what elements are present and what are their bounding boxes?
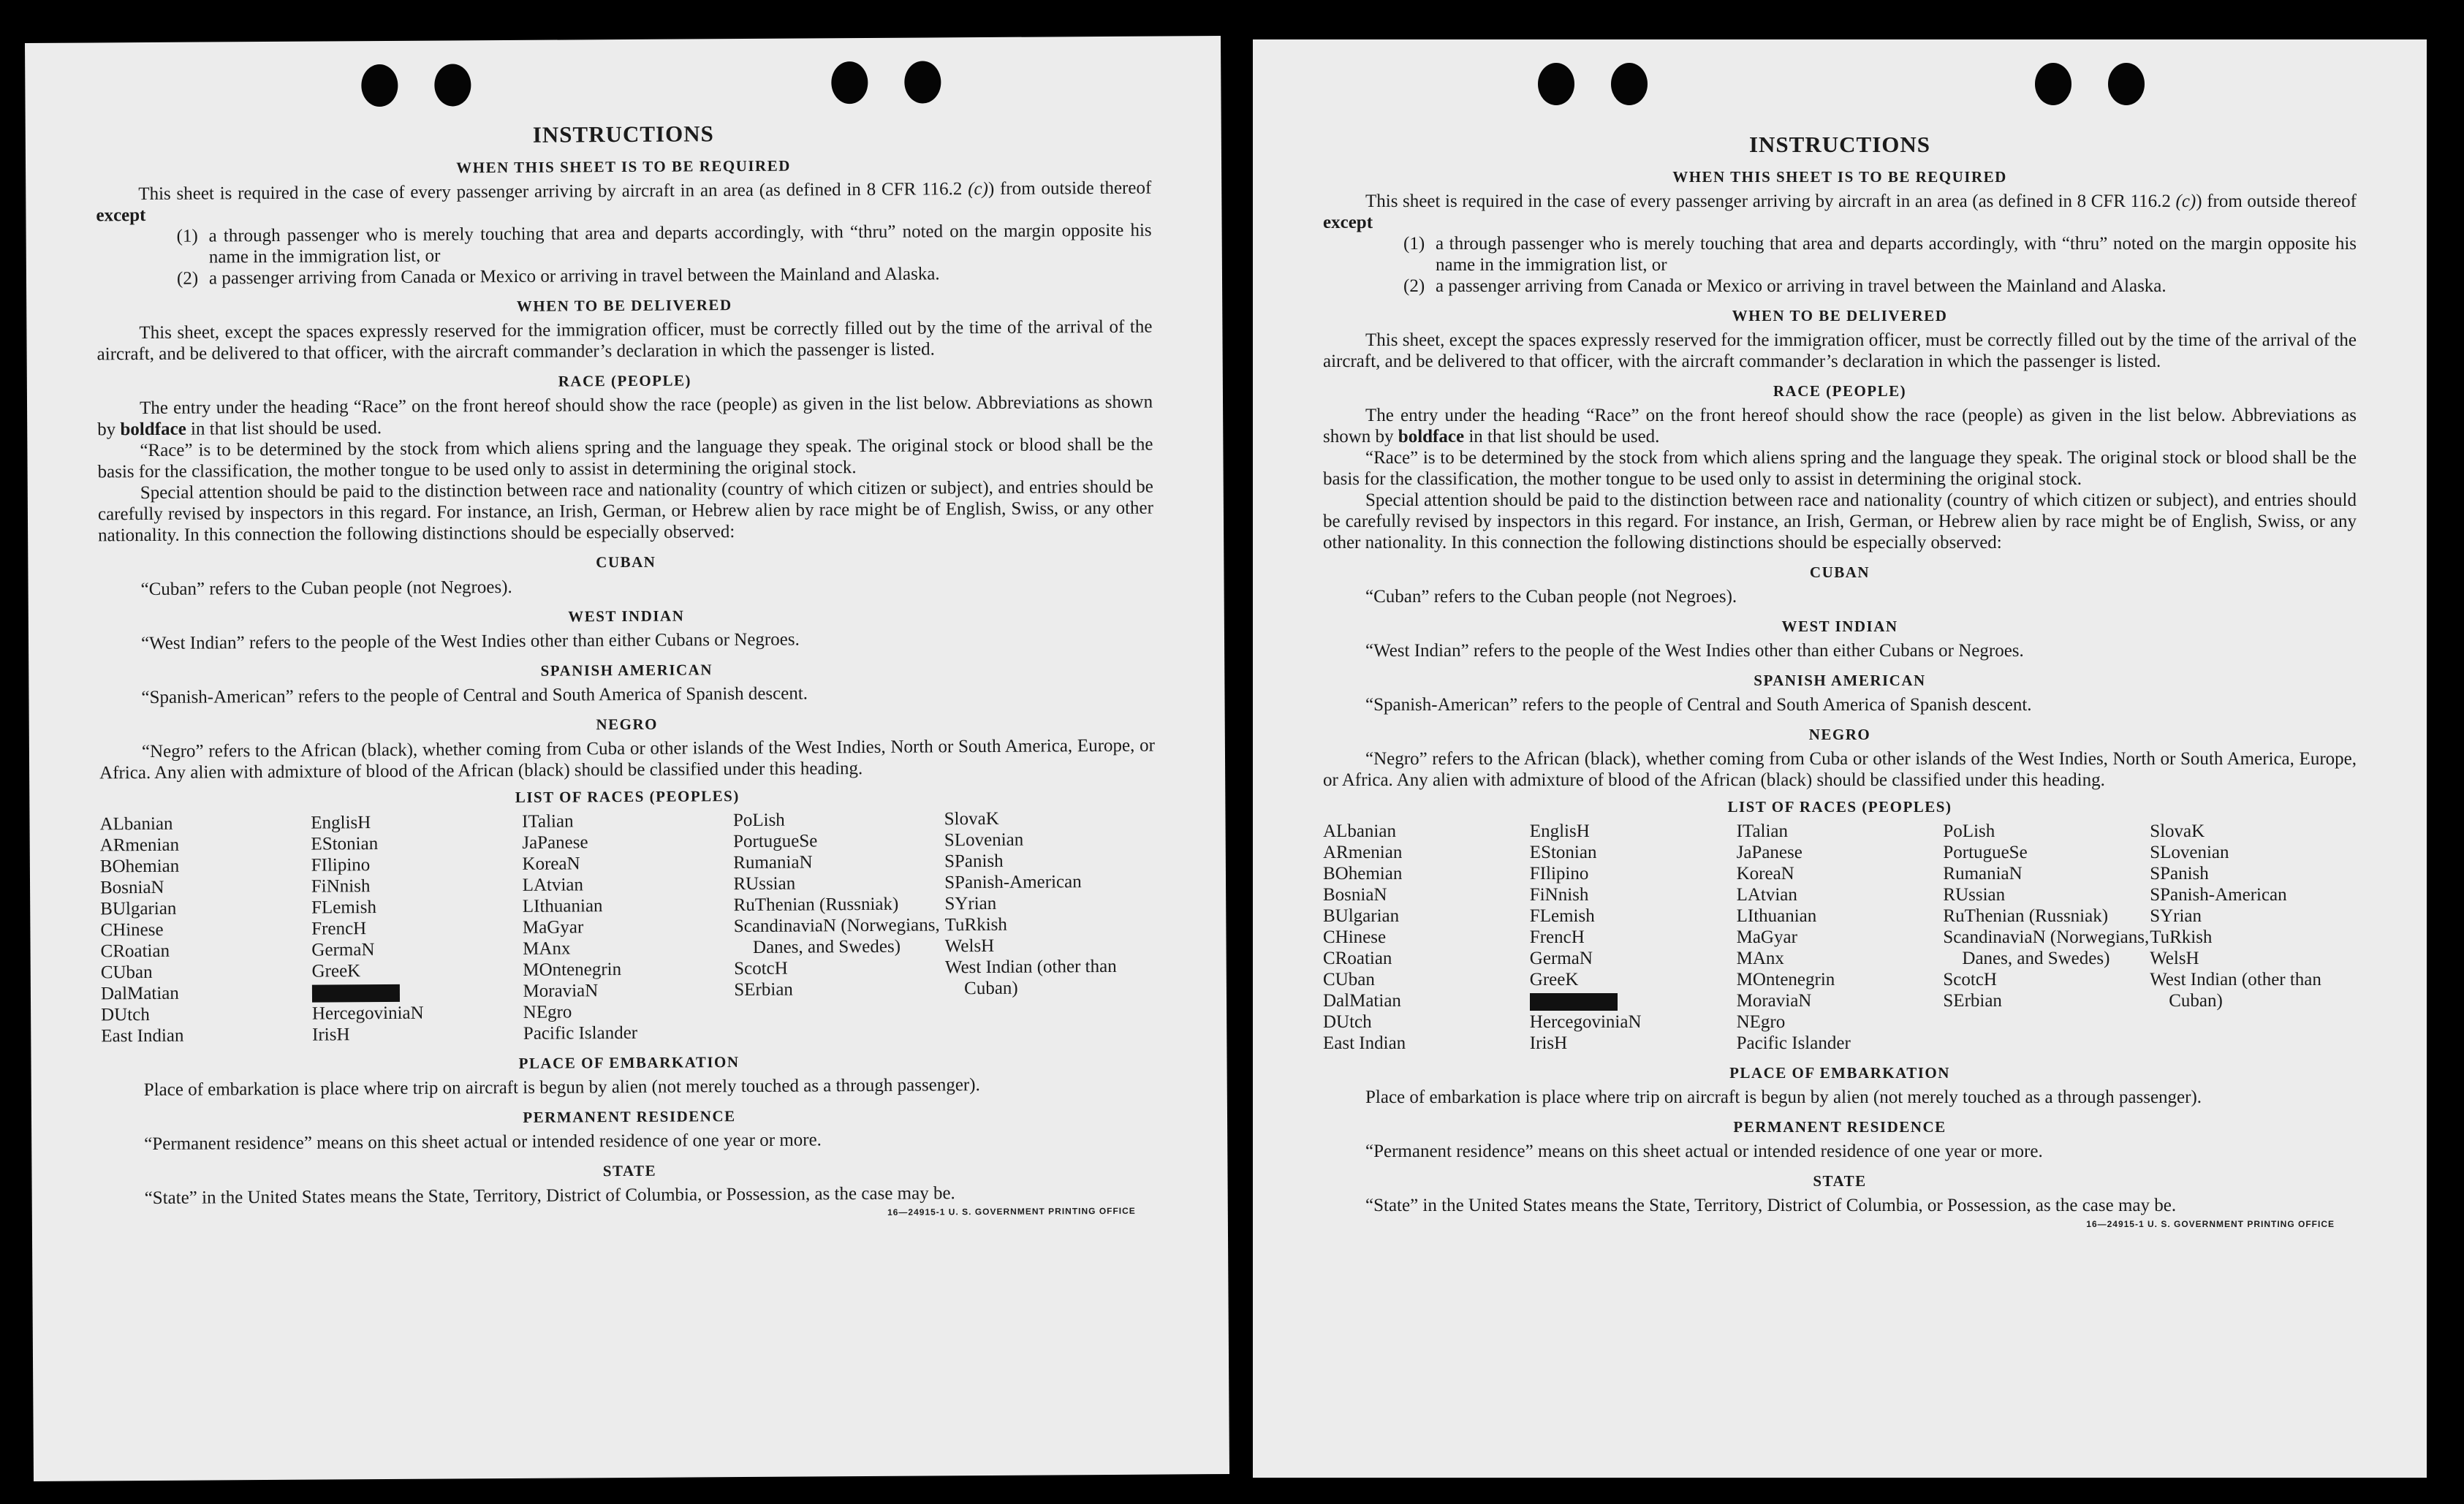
race-item: PortugueSe: [733, 831, 818, 852]
race-item: IrisH: [1529, 1033, 1568, 1053]
embarkation-text: Place of embarkation is place where trip on aircraft is begun by alien (not merely touched as a through passenger).: [143, 1075, 980, 1101]
race-item: NEgro: [1736, 1012, 1786, 1032]
race-item: BOhemian: [1323, 864, 1403, 884]
section-heading: STATE: [602, 1161, 657, 1180]
list-item: (2) a passenger arriving from Canada or Mexico or arriving in travel between the Mainland and Alaska.: [176, 264, 940, 289]
form-page-left: [25, 36, 1229, 1481]
section-heading: WHEN THIS SHEET IS TO BE REQUIRED: [1672, 168, 2007, 186]
race-item: ITalian: [1736, 821, 1789, 841]
page-title: INSTRUCTIONS: [1748, 132, 1930, 157]
race-item: GermaN: [1529, 949, 1593, 968]
punch-hole: [2035, 63, 2071, 105]
race-item: HercegoviniaN: [1529, 1012, 1642, 1032]
delivered-text: This sheet, except the spaces expressly reserved for the immigration officer, must be correctly filled out by the time of the arrival of the aircraft, and be delivered to that officer, with the aircraft commander’s declaration in which the passenger is listed.: [96, 316, 1153, 365]
race-item: Pacific Islander: [523, 1022, 638, 1044]
race-item: MOntenegrin: [523, 960, 622, 980]
section-heading: NEGRO: [1808, 726, 1871, 743]
race-item: ALbanian: [1323, 821, 1396, 841]
required-intro: This sheet is required in the case of every passenger arriving by aircraft in an area (as defined in 8 CFR 116.2 (c)) from outside thereof except: [1323, 191, 2357, 232]
race-item: SPanish-American: [944, 872, 1082, 893]
section-heading: WEST INDIAN: [1781, 618, 1898, 635]
race-list: [99, 808, 1156, 1047]
section-heading: PERMANENT RESIDENCE: [523, 1107, 736, 1126]
race-paragraph: “Race” is to be determined by the stock from which aliens spring and the language they speak. The original stock or blood shall be the basis for the classification, the mother tongue to be used only to assist in determining the original stock.: [97, 434, 1153, 482]
section-heading: RACE (PEOPLE): [1773, 382, 1907, 400]
race-column: [2150, 821, 2357, 1054]
race-item: FIlipino: [1529, 864, 1589, 884]
race-item: BUlgarian: [100, 898, 177, 919]
negro-text: “Negro” refers to the African (black), whether coming from Cuba or other islands of the West Indies, North or South America, Europe, or Africa. Any alien with admixture of blood of the African (black) should be classified under this heading.: [1323, 749, 2357, 790]
race-item: EStonian: [311, 834, 379, 854]
race-item: IrisH: [312, 1025, 350, 1045]
punch-hole: [434, 64, 471, 106]
race-item: MaGyar: [522, 917, 584, 938]
race-item: SErbian: [1943, 991, 2002, 1011]
race-item: [312, 981, 523, 1003]
race-column: [1943, 821, 2150, 1054]
spanish-american-text: “Spanish-American” refers to the people of Central and South America of Spanish descent.: [141, 683, 808, 708]
race-item: LIthuanian: [1736, 906, 1817, 926]
race-item: SPanish: [2150, 864, 2209, 884]
race-item: DUtch: [1323, 1012, 1372, 1032]
punch-hole: [2108, 63, 2145, 105]
race-item: Pacific Islander: [1736, 1033, 1851, 1053]
state-text: “State” in the United States means the State, Territory, District of Columbia, or Possession, as the case may be.: [144, 1183, 955, 1209]
cuban-text: “Cuban” refers to the Cuban people (not Negroes).: [1365, 587, 1737, 607]
section-heading: RACE (PEOPLE): [558, 371, 692, 390]
race-item: BUlgarian: [1323, 906, 1400, 926]
race-column: [99, 813, 312, 1047]
race-item: ScandinaviaN (Norwegians, Danes, and Swedes): [1943, 927, 2150, 968]
race-item: SYrian: [944, 893, 997, 914]
delivered-text: This sheet, except the spaces expressly reserved for the immigration officer, must be correctly filled out by the time of the arrival of the aircraft, and be delivered to that officer, with the aircraft commander’s declaration in which the passenger is listed.: [1323, 330, 2357, 371]
race-item: EStonian: [1529, 843, 1597, 862]
race-item: ALbanian: [99, 813, 173, 835]
race-item: SlovaK: [944, 808, 999, 829]
race-item: PoLish: [732, 810, 785, 831]
list-item: (1) a through passenger who is merely touching that area and departs accordingly, with “thru” noted on the margin opposite his name in the immigration list, or: [1403, 234, 2357, 275]
instructions-content: [96, 118, 1158, 1223]
residence-text: “Permanent residence” means on this sheet actual or intended residence of one year or more.: [1365, 1142, 2043, 1161]
race-item: SlovaK: [2150, 821, 2205, 841]
redaction-mark: [312, 984, 400, 1003]
race-item: HercegoviniaN: [311, 1003, 424, 1024]
race-item: CRoatian: [1323, 949, 1392, 968]
race-column: [311, 811, 523, 1046]
race-item: GreeK: [311, 961, 361, 981]
race-item: RumaniaN: [733, 852, 813, 873]
race-item: LAtvian: [1736, 885, 1797, 905]
race-item: MoraviaN: [523, 981, 599, 1001]
instructions-content: [1323, 132, 2357, 1229]
race-item: East Indian: [101, 1025, 184, 1047]
race-item: FrencH: [311, 919, 367, 939]
race-item: DalMatian: [1323, 991, 1401, 1011]
race-item: ScotcH: [1943, 970, 1997, 990]
section-heading: WHEN THIS SHEET IS TO BE REQUIRED: [456, 156, 791, 177]
race-item: GreeK: [1529, 970, 1579, 990]
section-heading: STATE: [1813, 1172, 1867, 1190]
race-item: RuThenian (Russniak): [733, 894, 899, 916]
section-heading: SPANISH AMERICAN: [540, 661, 713, 680]
race-item: CHinese: [100, 919, 164, 941]
list-item: (1) a through passenger who is merely touching that area and departs accordingly, with “thru” noted on the margin opposite his name in the immigration list, or: [176, 220, 1152, 267]
race-item: West Indian (other than Cuban): [2150, 970, 2321, 1011]
section-heading: LIST OF RACES (PEOPLES): [515, 787, 740, 806]
punch-hole: [831, 61, 868, 104]
race-item: ScandinaviaN (Norwegians, Danes, and Swedes): [733, 915, 940, 957]
race-item: CUban: [1323, 970, 1375, 990]
race-column: [522, 810, 735, 1044]
section-heading: WHEN TO BE DELIVERED: [1732, 307, 1948, 324]
race-item: MoraviaN: [1736, 991, 1812, 1011]
form-page-right: [1253, 39, 2427, 1478]
race-item: FiNnish: [1529, 885, 1589, 905]
race-item: GermaN: [311, 940, 375, 960]
required-intro: This sheet is required in the case of every passenger arriving by aircraft in an area (as defined in 8 CFR 116.2 (c)) from outside thereof except: [96, 178, 1152, 226]
race-column: [1323, 821, 1530, 1054]
race-item: ARmenian: [1323, 843, 1403, 862]
race-item: EnglisH: [311, 813, 371, 833]
race-item: FIlipino: [311, 855, 371, 876]
residence-text: “Permanent residence” means on this sheet actual or intended residence of one year or more.: [144, 1130, 822, 1155]
race-item: ARmenian: [99, 835, 180, 856]
page-title: INSTRUCTIONS: [532, 121, 714, 148]
race-item: [1530, 990, 1737, 1011]
race-item: FrencH: [1529, 927, 1585, 947]
race-item: LAtvian: [522, 875, 584, 895]
race-item: FiNnish: [311, 876, 371, 897]
state-text: “State” in the United States means the State, Territory, District of Columbia, or Possession, as the case may be.: [1365, 1196, 2177, 1215]
race-item: SYrian: [2150, 906, 2202, 926]
race-item: JaPanese: [522, 832, 588, 853]
section-heading: PLACE OF EMBARKATION: [1729, 1064, 1950, 1082]
race-item: CUban: [100, 962, 153, 983]
section-heading: SPANISH AMERICAN: [1754, 672, 1926, 689]
race-item: RumaniaN: [1943, 864, 2023, 884]
section-heading: CUBAN: [596, 552, 656, 571]
race-item: ITalian: [522, 811, 574, 832]
race-item: ScotcH: [734, 958, 788, 979]
race-paragraph: Special attention should be paid to the distinction between race and nationality (country of which citizen or subject), and entries should be carefully revised by inspectors in this regard. For instance, an Irish, German, or Hebrew alien by race might be of English, Swiss, or any other nationality. In this connection the following distinctions should be especially observed:: [97, 476, 1154, 546]
race-item: NEgro: [523, 1002, 572, 1022]
race-item: SLovenian: [944, 829, 1024, 851]
race-item: MOntenegrin: [1736, 970, 1835, 990]
list-item: (2) a passenger arriving from Canada or Mexico or arriving in travel between the Mainland and Alaska.: [1403, 276, 2167, 296]
race-item: CHinese: [1323, 927, 1387, 947]
section-heading: CUBAN: [1809, 563, 1870, 581]
race-item: RUssian: [1943, 885, 2006, 905]
section-heading: LIST OF RACES (PEOPLES): [1727, 798, 1952, 816]
race-item: MAnx: [523, 938, 571, 959]
punch-hole: [1611, 63, 1648, 105]
race-item: KoreaN: [1736, 864, 1794, 884]
race-item: WelsH: [944, 935, 995, 957]
printer-imprint: 16—24915-1 U. S. GOVERNMENT PRINTING OFFICE: [2086, 1219, 2335, 1229]
race-item: TuRkish: [944, 914, 1007, 935]
race-item: JaPanese: [1736, 843, 1802, 862]
race-item: MaGyar: [1736, 927, 1797, 947]
section-heading: PERMANENT RESIDENCE: [1733, 1118, 1946, 1136]
race-column: [733, 808, 946, 1043]
punch-hole: [904, 61, 941, 103]
race-item: SErbian: [734, 979, 793, 1000]
race-item: RUssian: [733, 873, 796, 895]
race-item: PortugueSe: [1943, 843, 2028, 862]
race-paragraph: Special attention should be paid to the distinction between race and nationality (country of which citizen or subject), and entries should be carefully revised by inspectors in this regard. For instance, an Irish, German, or Hebrew alien by race might be of English, Swiss, or any other nationality. In this connection the following distinctions should be especially observed:: [1323, 490, 2357, 552]
race-item: MAnx: [1736, 949, 1784, 968]
race-paragraph: “Race” is to be determined by the stock from which aliens spring and the language they speak. The original stock or blood shall be the basis for the classification, the mother tongue to be used only to assist in determining the original stock.: [1323, 448, 2357, 489]
race-item: PoLish: [1943, 821, 1995, 841]
race-item: SPanish-American: [2150, 885, 2287, 905]
race-paragraph: The entry under the heading “Race” on the front hereof should show the race (people) as given in the list below. Abbreviations as shown by boldface in that list should be used.: [1323, 406, 2357, 447]
race-item: EnglisH: [1529, 821, 1590, 841]
race-item: KoreaN: [522, 854, 580, 874]
race-item: East Indian: [1323, 1033, 1406, 1053]
race-item: BosniaN: [99, 877, 164, 898]
race-item: FLemish: [311, 897, 377, 918]
punch-hole: [1538, 63, 1574, 105]
redaction-mark: [1530, 993, 1618, 1011]
race-list: [1323, 821, 2357, 1054]
race-column: [944, 808, 1157, 1042]
printer-imprint: 16—24915-1 U. S. GOVERNMENT PRINTING OFFICE: [887, 1205, 1136, 1218]
embarkation-text: Place of embarkation is place where trip on aircraft is begun by alien (not merely touched as a through passenger).: [1365, 1087, 2202, 1107]
race-item: TuRkish: [2150, 927, 2213, 947]
section-heading: WHEN TO BE DELIVERED: [516, 296, 732, 315]
race-item: SPanish: [944, 851, 1004, 872]
section-heading: NEGRO: [596, 715, 659, 734]
race-item: BosniaN: [1323, 885, 1387, 905]
west-indian-text: “West Indian” refers to the people of the West Indies other than either Cubans or Negroes.: [140, 629, 800, 654]
race-paragraph: The entry under the heading “Race” on the front hereof should show the race (people) as given in the list below. Abbreviations as shown by boldface in that list should be used.: [97, 392, 1153, 440]
race-item: LIthuanian: [522, 896, 603, 916]
section-heading: WEST INDIAN: [568, 607, 685, 626]
race-item: RuThenian (Russniak): [1943, 906, 2109, 926]
race-item: DUtch: [101, 1004, 150, 1025]
race-item: DalMatian: [100, 983, 179, 1004]
negro-text: “Negro” refers to the African (black), whether coming from Cuba or other islands of the West Indies, North or South America, Europe, or Africa. Any alien with admixture of blood of the African (black) should be classified under this heading.: [99, 735, 1155, 783]
cuban-text: “Cuban” refers to the Cuban people (not Negroes).: [140, 577, 512, 600]
race-item: SLovenian: [2150, 843, 2229, 862]
section-heading: PLACE OF EMBARKATION: [518, 1053, 740, 1072]
race-item: CRoatian: [100, 941, 170, 962]
race-item: West Indian (other than Cuban): [944, 956, 1117, 999]
spanish-american-text: “Spanish-American” refers to the people of Central and South America of Spanish descent.: [1365, 695, 2032, 715]
race-item: FLemish: [1529, 906, 1595, 926]
race-item: WelsH: [2150, 949, 2199, 968]
race-column: [1737, 821, 1944, 1054]
punch-hole: [361, 64, 398, 107]
race-column: [1530, 821, 1737, 1054]
west-indian-text: “West Indian” refers to the people of the West Indies other than either Cubans or Negroes.: [1365, 641, 2024, 661]
race-item: BOhemian: [99, 856, 180, 877]
